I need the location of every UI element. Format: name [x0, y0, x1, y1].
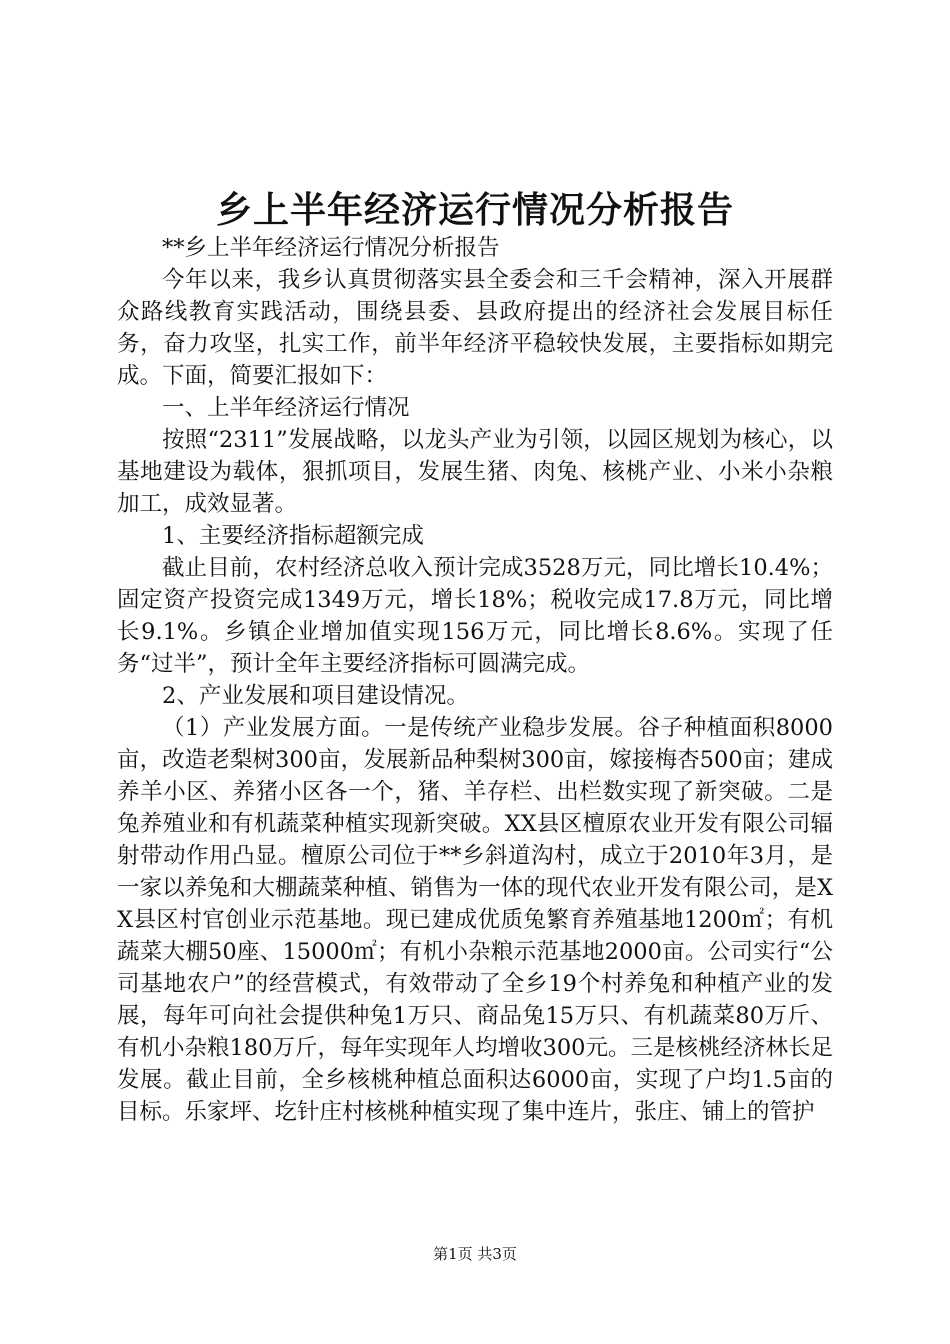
indicators-paragraph: 截止目前，农村经济总收入预计完成3528万元，同比增长10.4%；固定资产投资完成1349万元，增长18%；税收完成17.8万元，同比增长9.1%。乡镇企业增加值实现156万元，同比增长8.6%。实现了任务“过半”，预计全年主要经济指标可圆满完成。 [117, 555, 833, 677]
document-body [117, 232, 833, 1128]
section-heading-1: 一、上半年经济运行情况 [162, 395, 410, 421]
intro-paragraph: 今年以来，我乡认真贯彻落实县全委会和三千会精神，深入开展群众路线教育实践活动，围绕县委、县政府提出的经济社会发展目标任务，奋力攻坚，扎实工作，前半年经济平稳较快发展，主要指标如期完成。下面，简要汇报如下： [117, 267, 833, 389]
subsection-heading-1: 1、主要经济指标超额完成 [162, 523, 424, 549]
subsection-heading-2: 2、产业发展和项目建设情况。 [162, 683, 469, 709]
page-footer: 第1页 共3页 [433, 1245, 517, 1263]
page-title: 乡上半年经济运行情况分析报告 [215, 189, 734, 231]
subtitle-paragraph: **乡上半年经济运行情况分析报告 [162, 235, 500, 261]
strategy-paragraph: 按照“2311”发展战略，以龙头产业为引领，以园区规划为核心，以基地建设为载体，狠抓项目，发展生猪、肉兔、核桃产业、小米小杂粮加工，成效显著。 [117, 427, 833, 517]
industry-paragraph: （1）产业发展方面。一是传统产业稳步发展。谷子种植面积8000亩，改造老梨树300亩，发展新品种梨树300亩，嫁接梅杏500亩；建成养羊小区、养猪小区各一个，猪、羊存栏、出栏数实现了新突破。二是兔养殖业和有机蔬菜种植实现新突破。XX县区檀原农业开发有限公司辐射带动作用凸显。檀原公司位于**乡斜道沟村，成立于2010年3月，是一家以养兔和大棚蔬菜种植、销售为一体的现代农业开发有限公司，是XX县区村官创业示范基地。现已建成优质兔繁育养殖基地1200㎡；有机蔬菜大棚50座、15000㎡；有机小杂粮示范基地2000亩。公司实行“公司基地农户”的经营模式，有效带动了全乡19个村养兔和种植产业的发展，每年可向社会提供种兔1万只、商品兔15万只、有机蔬菜80万斤、有机小杂粮180万斤，每年实现年人均增收300元。三是核桃经济林长足发展。截止目前，全乡核桃种植总面积达6000亩，实现了户均1.5亩的目标。乐家坪、圪针庄村核桃种植实现了集中连片，张庄、铺上的管护 [117, 715, 833, 1125]
